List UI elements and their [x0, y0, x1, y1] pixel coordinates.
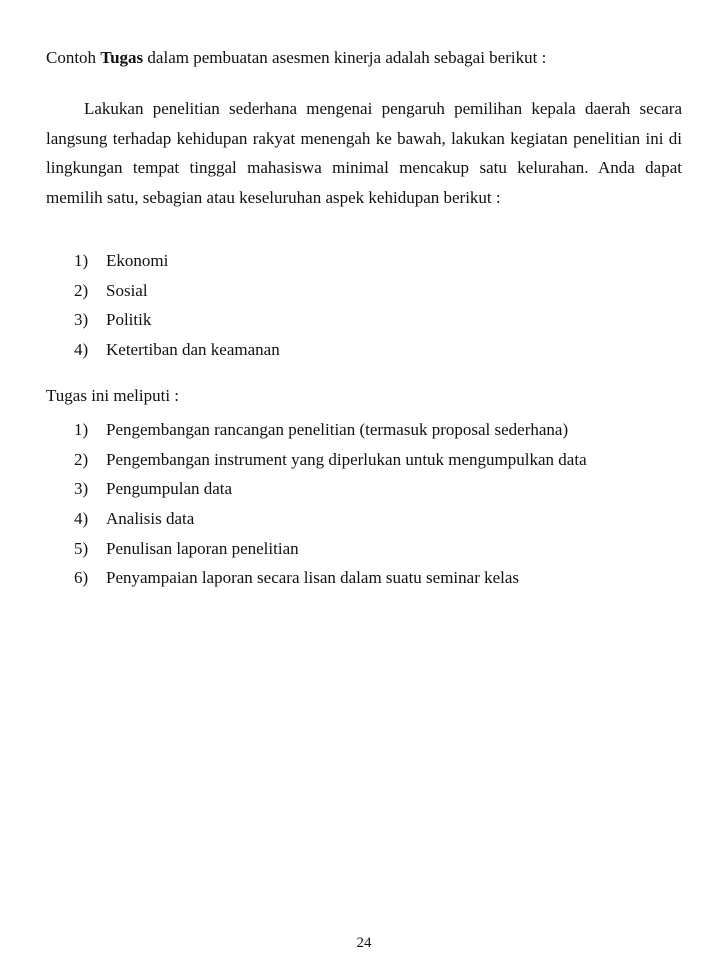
- intro-bold-term: Tugas: [100, 48, 144, 67]
- list-item-text: Sosial: [106, 280, 148, 300]
- list-item-text: Pengembangan rancangan penelitian (termasuk proposal sederhana): [106, 420, 569, 439]
- list-item: [46, 504, 686, 534]
- list-item-text: Penyampaian laporan secara lisan dalam suatu seminar kelas: [106, 568, 520, 588]
- list-item: [46, 563, 686, 593]
- list-item-text: Ekonomi: [106, 251, 169, 270]
- tasks-list: [46, 415, 686, 593]
- list-item-number: 3): [74, 310, 89, 330]
- page-number: 24: [356, 935, 372, 951]
- list-item: [46, 305, 686, 335]
- list-item-number: 2): [74, 449, 89, 469]
- list-item-number: 6): [74, 568, 89, 588]
- list-item-number: 2): [74, 280, 89, 300]
- list-item-number: 4): [74, 340, 89, 360]
- tasks-heading: Tugas ini meliputi :: [46, 386, 180, 405]
- aspects-list: [46, 246, 686, 365]
- list-item: [46, 445, 686, 475]
- list-item: [46, 335, 686, 365]
- list-item: [46, 534, 686, 564]
- intro-sentence: [46, 46, 686, 70]
- list-item: [46, 276, 686, 306]
- list-item-text: Ketertiban dan keamanan: [106, 340, 280, 360]
- list-item-text: Pengembangan instrument yang diperlukan untuk mengumpulkan data: [106, 449, 587, 469]
- list-item: [46, 474, 686, 504]
- list-item-text: Politik: [106, 310, 152, 330]
- list-item: [46, 415, 686, 445]
- list-item-number: 5): [74, 538, 89, 558]
- list-item-number: 3): [74, 479, 89, 499]
- list-item-number: 1): [74, 420, 89, 439]
- list-item-text: Penulisan laporan penelitian: [106, 538, 299, 558]
- list-item-text: Analisis data: [106, 509, 195, 529]
- intro-prefix: Contoh: [46, 48, 101, 67]
- intro-suffix: dalam pembuatan asesmen kinerja adalah sebagai berikut :: [143, 48, 547, 67]
- list-item-text: Pengumpulan data: [106, 479, 233, 499]
- list-item-number: 1): [74, 251, 89, 270]
- list-item: [46, 246, 686, 276]
- list-item-number: 4): [74, 509, 89, 529]
- task-paragraph: Lakukan penelitian sederhana mengenai pengaruh pemilihan kepala daerah secara langsung terhadap kehidupan rakyat menengah ke bawah, lakukan kegiatan penelitian ini di lingkungan tempat tinggal mahasiswa minimal mencakup satu kelurahan. Anda dapat memilih satu, sebagian atau keseluruhan aspek kehidupan berikut :: [46, 99, 682, 207]
